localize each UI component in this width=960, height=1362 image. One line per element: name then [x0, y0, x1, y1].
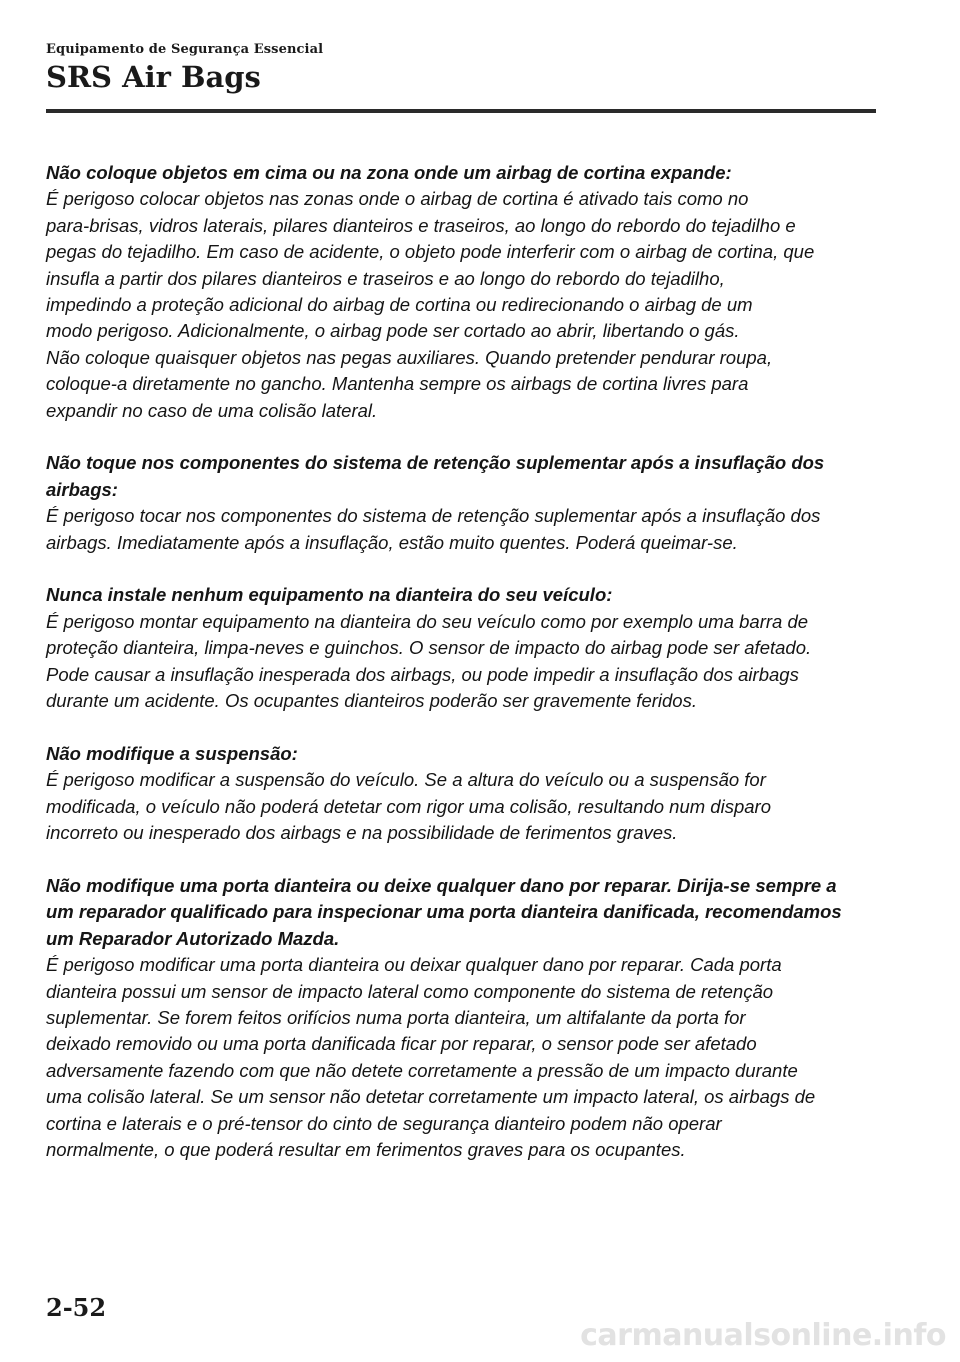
warning-body: É perigoso modificar a suspensão do veículo. Se a altura do veículo ou a suspensão for modificada, o veículo não poderá detetar com rigor uma colisão, resultando num disparo incorreto ou inesperado dos airbags e na possibilidade de ferimentos graves. [46, 769, 771, 844]
warning-heading: Não modifique uma porta dianteira ou deixe qualquer dano por reparar. Dirija-se sempre a um reparador qualificado para inspecionar uma porta dianteira danificada, recomendamos um Reparador Autorizado Mazda. [46, 874, 842, 949]
warning-heading: Não toque nos componentes do sistema de retenção suplementar após a insuflação dos airbags: [46, 452, 825, 500]
section-title: Equipamento de Segurança Essencial [46, 42, 324, 57]
watermark: carmanualsonline.info [580, 1318, 946, 1353]
warning-body: É perigoso colocar objetos nas zonas onde o airbag de cortina é ativado tais como no para-brisas, vidros laterais, pilares dianteiros e traseiros, ao longo do rebordo do tejadilho e pegas do tejadilho. Em caso de acidente, o objeto pode interferir com o airbag de cortina, que insufla a partir dos pilares dianteiros e traseiros e ao longo do rebordo do tejadilho, impedindo a proteção adicional do airbag de cortina ou redirecionando o airbag de um modo perigoso. Adicionalmente, o airbag pode ser cortado ao abrir, libertando o gás. Não coloque quaisquer objetos nas pegas auxiliares. Quando pretender pendurar roupa, coloque-a diretamente no gancho. Mantenha sempre os airbags de cortina livres para expandir no caso de uma colisão lateral. [46, 188, 815, 421]
warning-item [46, 873, 878, 1163]
warning-item [46, 582, 878, 714]
page-number: 2-52 [46, 1293, 107, 1322]
page-title: SRS Air Bags [46, 60, 261, 94]
warning-heading: Não coloque objetos em cima ou na zona onde um airbag de cortina expande: [46, 162, 732, 183]
warning-body: É perigoso modificar uma porta dianteira ou deixar qualquer dano por reparar. Cada porta dianteira possui um sensor de impacto lateral como componente do sistema de retenção suplementar. Se forem feitos orifícios numa porta dianteira, um altifalante da porta for deixado removido ou uma porta danificada ficar por reparar, o sensor pode ser afetado adversamente fazendo com que não detete corretamente a pressão de um impacto durante uma colisão lateral. Se um sensor não detetar corretamente um impacto lateral, os airbags de cortina e laterais e o pré-tensor do cinto de segurança dianteiro podem não operar normalmente, o que poderá resultar em ferimentos graves para os ocupantes. [46, 954, 816, 1160]
warning-item [46, 741, 878, 847]
warning-item [46, 450, 878, 556]
warning-body: É perigoso tocar nos componentes do sistema de retenção suplementar após a insuflação dos airbags. Imediatamente após a insuflação, estão muito quentes. Poderá queimar-se. [46, 505, 821, 553]
header-divider [46, 109, 876, 113]
warning-item [46, 160, 878, 424]
warning-heading: Nunca instale nenhum equipamento na dianteira do seu veículo: [46, 584, 613, 606]
warning-body: É perigoso montar equipamento na dianteira do seu veículo como por exemplo uma barra de proteção dianteira, limpa-neves e guinchos. O sensor de impacto do airbag pode ser afetado. Pode causar a insuflação inesperada dos airbags, ou pode impedir a insuflação dos airbags durante um acidente. Os ocupantes dianteiros poderão ser gravemente feridos. [46, 610, 812, 712]
warning-heading: Não modifique a suspensão: [46, 742, 298, 764]
warning-content [46, 160, 878, 1190]
